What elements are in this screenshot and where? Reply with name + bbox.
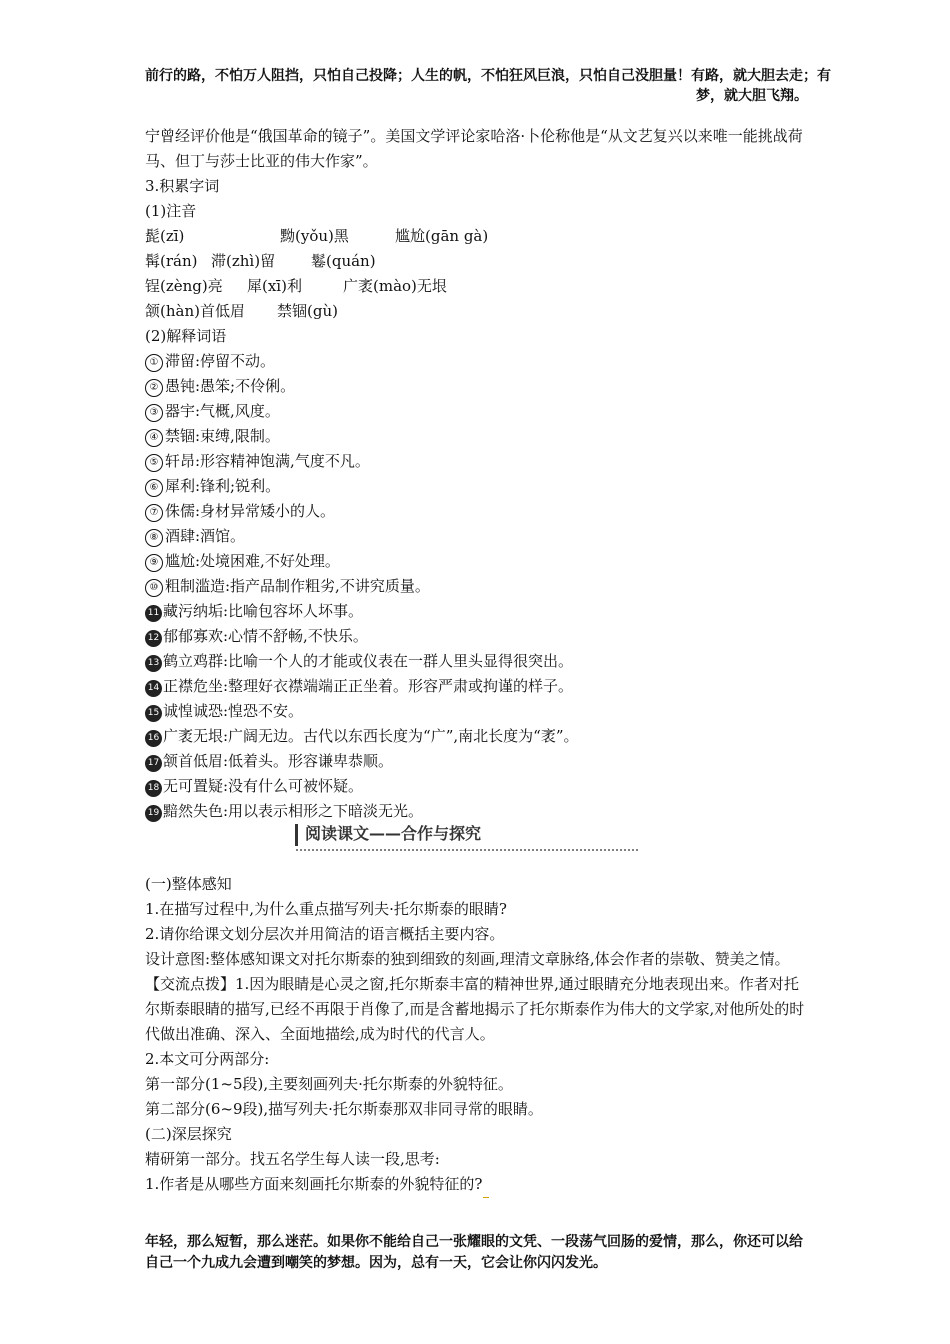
word-definition-item xyxy=(145,499,810,524)
word-definition-text: 轩昂:形容精神饱满,气度不凡。 xyxy=(165,452,370,470)
pinyin-row-2 xyxy=(145,249,810,274)
word-definition-text: 广袤无垠:广阔无边。古代以东西长度为“广”,南北长度为“袤”。 xyxy=(163,727,579,745)
word-definition-item xyxy=(145,399,810,424)
banner-dotted-rule xyxy=(295,848,640,853)
word-definition-text: 正襟危坐:整理好衣襟端端正正坐着。形容严肃或拘谨的样子。 xyxy=(163,677,574,695)
word-definition-item xyxy=(145,774,810,799)
item-number-badge: ④ xyxy=(145,429,163,447)
pinyin-item: 锃(zèng)亮 xyxy=(145,277,223,295)
pinyin-row-1 xyxy=(145,224,810,249)
item-number-badge: ⑩ xyxy=(145,579,163,597)
word-definition-item xyxy=(145,624,810,649)
word-definition-text: 藏污纳垢:比喻包容坏人坏事。 xyxy=(163,602,364,620)
pinyin-title: (1)注音 xyxy=(145,202,197,220)
pinyin-row-3 xyxy=(145,274,810,299)
item-number-badge: ⑥ xyxy=(145,479,163,497)
word-definition-item xyxy=(145,724,810,749)
item-number-badge: 18 xyxy=(145,780,162,797)
word-definition-item xyxy=(145,549,810,574)
answer-1: 【交流点拨】1.因为眼睛是心灵之窗,托尔斯泰丰富的精神世界,通过眼睛充分地表现出来。作者对托尔斯泰眼睛的描写,已经不再限于肖像了,而是含蓄地揭示了托尔斯泰作为伟大的文学家,对他所处的时代做出准确、深入、全面地描绘,成为时代的代言人。 xyxy=(145,975,805,1043)
section-banner xyxy=(285,820,647,856)
question-2: 2.请你给课文划分层次并用简洁的语言概括主要内容。 xyxy=(145,925,505,943)
question-3-text: 1.作者是从哪些方面来刻画托尔斯泰的外貌特征的? xyxy=(145,1175,483,1193)
word-definition-item xyxy=(145,474,810,499)
word-definition-item xyxy=(145,699,810,724)
word-definition-item xyxy=(145,599,810,624)
item-number-badge: 14 xyxy=(145,680,162,697)
pinyin-item: 髯(rán) xyxy=(145,252,198,270)
word-definition-text: 郁郁寡欢:心情不舒畅,不快乐。 xyxy=(163,627,368,645)
item-number-badge: 15 xyxy=(145,705,162,722)
word-definition-text: 侏儒:身材异常矮小的人。 xyxy=(165,502,336,520)
pinyin-item: 尴尬(gān gà) xyxy=(395,227,489,245)
word-definition-text: 犀利:锋利;锐利。 xyxy=(165,477,281,495)
main-content xyxy=(145,124,810,824)
word-definition-item xyxy=(145,749,810,774)
pinyin-row-4 xyxy=(145,299,810,324)
item-number-badge: ③ xyxy=(145,404,163,422)
word-definition-list xyxy=(145,349,810,824)
item-number-badge: 11 xyxy=(145,605,162,622)
pinyin-item: 犀(xī)利 xyxy=(247,277,302,295)
answer-2-part-b: 第二部分(6~9段),描写列夫·托尔斯泰那双非同寻常的眼睛。 xyxy=(145,1100,543,1118)
pinyin-item: 禁锢(gù) xyxy=(277,302,338,320)
question-1: 1.在描写过程中,为什么重点描写列夫·托尔斯泰的眼睛? xyxy=(145,900,507,918)
word-definition-text: 颔首低眉:低着头。形容谦卑恭顺。 xyxy=(163,752,394,770)
header-line-1: 前行的路，不怕万人阻挡，只怕自己投降；人生的帆，不怕狂风巨浪，只怕自己没胆量！有路，就大胆去走；有 xyxy=(145,68,831,84)
word-definition-item xyxy=(145,374,810,399)
word-definition-item xyxy=(145,424,810,449)
word-definition-item xyxy=(145,349,810,374)
item-number-badge: 12 xyxy=(145,630,162,647)
pinyin-item: 髭(zī) xyxy=(145,227,185,245)
word-definition-text: 黯然失色:用以表示相形之下暗淡无光。 xyxy=(163,802,424,820)
answer-2-part-a: 第一部分(1~5段),主要刻画列夫·托尔斯泰的外貌特征。 xyxy=(145,1075,513,1093)
study-instruction: 精研第一部分。找五名学生每人读一段,思考: xyxy=(145,1150,440,1168)
pinyin-item: 黝(yǒu)黑 xyxy=(280,227,349,245)
banner-title: 阅读课文——合作与探究 xyxy=(305,824,482,843)
part-1-title: (一)整体感知 xyxy=(145,875,232,893)
word-definition-text: 酒肆:酒馆。 xyxy=(165,527,246,545)
word-definition-item xyxy=(145,674,810,699)
page-header-quote xyxy=(145,66,831,106)
word-definition-text: 器宇:气概,风度。 xyxy=(165,402,280,420)
item-number-badge: ⑤ xyxy=(145,454,163,472)
section-3-title: 3.积累字词 xyxy=(145,177,220,195)
discussion-content xyxy=(145,872,810,1197)
item-number-badge: ① xyxy=(145,354,163,372)
word-definition-text: 愚钝:愚笨;不伶俐。 xyxy=(165,377,296,395)
item-number-badge: ⑨ xyxy=(145,554,163,572)
intro-paragraph: 宁曾经评价他是“俄国革命的镜子”。美国文学评论家哈洛·卜伦称他是“从文艺复兴以来唯一能挑战荷马、但丁与莎士比亚的伟大作家”。 xyxy=(145,127,803,170)
word-definition-text: 禁锢:束缚,限制。 xyxy=(165,427,280,445)
item-number-badge: ⑧ xyxy=(145,529,163,547)
word-definition-item xyxy=(145,524,810,549)
header-line-2: 梦，就大胆飞翔。 xyxy=(696,88,808,104)
banner-bar xyxy=(295,824,298,846)
page-footer-quote: 年轻，那么短暂，那么迷茫。如果你不能给自己一张耀眼的文凭、一段荡气回肠的爱情，那么，你还可以给自己一个九成九会遭到嘲笑的梦想。因为，总有一天，它会让你闪闪发光。 xyxy=(145,1234,803,1271)
pinyin-item: 滞(zhì)留 xyxy=(211,252,276,270)
answer-2: 2.本文可分两部分: xyxy=(145,1050,270,1068)
word-definition-text: 鹤立鸡群:比喻一个人的才能或仪表在一群人里头显得很突出。 xyxy=(163,652,574,670)
word-definition-text: 尴尬:处境困难,不好处理。 xyxy=(165,552,340,570)
word-definition-item xyxy=(145,574,810,599)
text-cursor-mark xyxy=(483,1172,489,1198)
pinyin-item: 颔(hàn)首低眉 xyxy=(145,302,245,320)
item-number-badge: 17 xyxy=(145,755,162,772)
word-definition-item xyxy=(145,449,810,474)
question-3 xyxy=(145,1172,810,1197)
pinyin-item: 鬈(quán) xyxy=(311,252,376,270)
word-definition-item xyxy=(145,649,810,674)
item-number-badge: ⑦ xyxy=(145,504,163,522)
part-2-title: (二)深层探究 xyxy=(145,1125,232,1143)
words-title: (2)解释词语 xyxy=(145,327,227,345)
word-definition-text: 诚惶诚恐:惶恐不安。 xyxy=(163,702,304,720)
word-definition-text: 粗制滥造:指产品制作粗劣,不讲究质量。 xyxy=(165,577,430,595)
design-intent: 设计意图:整体感知课文对托尔斯泰的独到细致的刻画,理清文章脉络,体会作者的崇敬、赞美之情。 xyxy=(145,950,790,968)
word-definition-text: 无可置疑:没有什么可被怀疑。 xyxy=(163,777,364,795)
item-number-badge: 16 xyxy=(145,730,162,747)
word-definition-text: 滞留:停留不动。 xyxy=(165,352,276,370)
item-number-badge: 13 xyxy=(145,655,162,672)
item-number-badge: 19 xyxy=(145,805,162,822)
item-number-badge: ② xyxy=(145,379,163,397)
pinyin-item: 广袤(mào)无垠 xyxy=(343,277,447,295)
